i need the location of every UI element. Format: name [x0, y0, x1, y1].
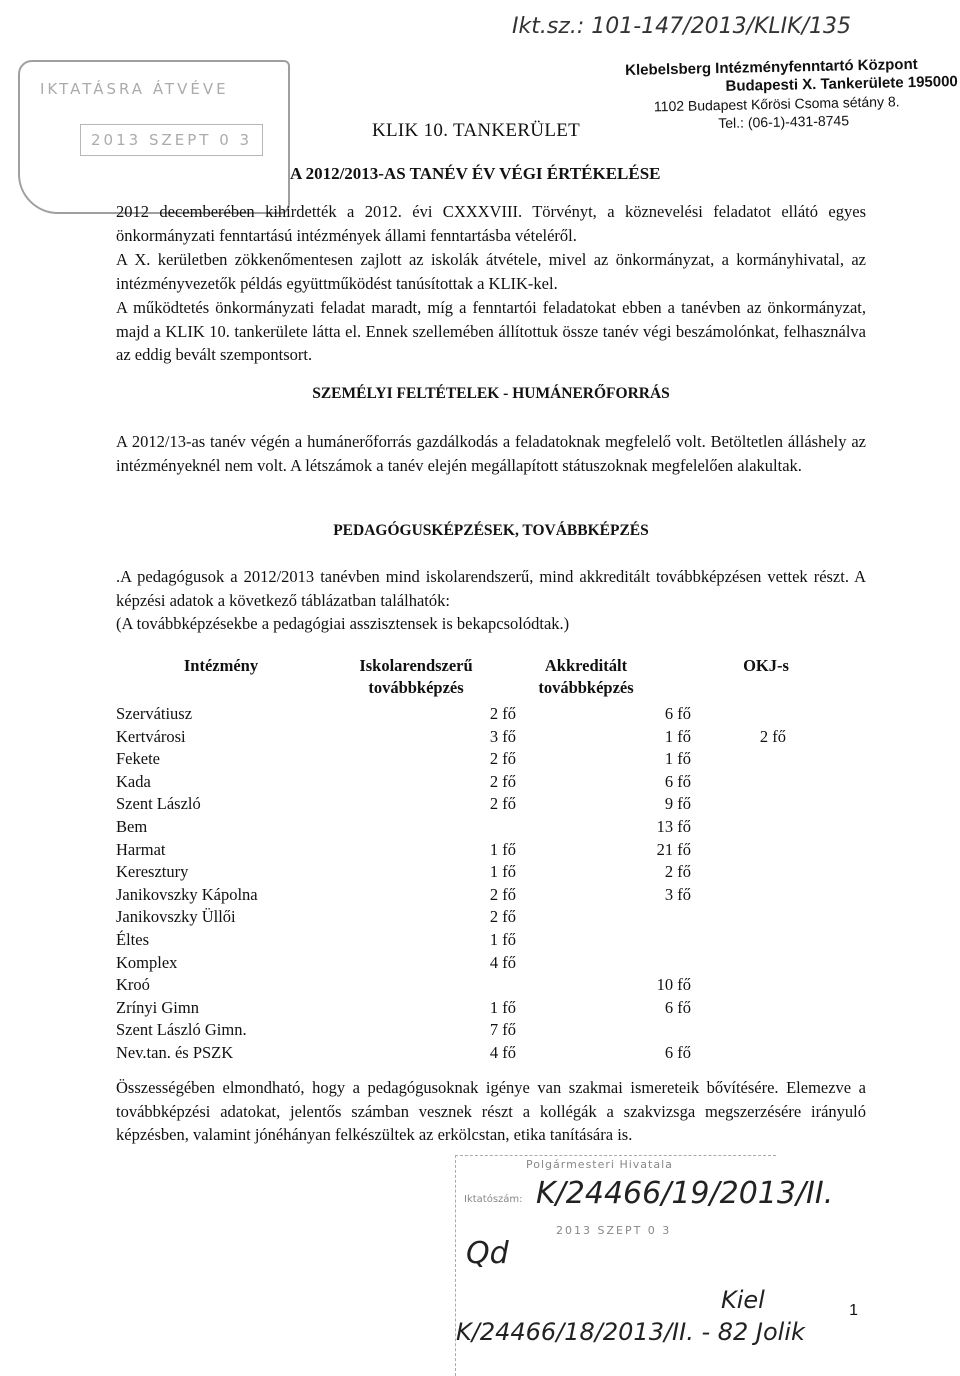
handwritten-reference: Ikt.sz.: 101-147/2013/KLIK/135: [512, 14, 851, 39]
header-okj: OKJ-s: [743, 656, 789, 675]
cell-school-system: 1 fő: [489, 929, 516, 949]
cell-institution: Szervátiusz: [116, 704, 193, 723]
org-name: Klebelsberg Intézményfenntartó Központ: [625, 55, 918, 79]
header-institution: Intézmény: [183, 656, 259, 675]
table-row: [116, 861, 876, 884]
cell-accredited: 2 fő: [664, 862, 691, 882]
stamp-reg-number: K/24466/19/2013/II.: [536, 1176, 834, 1211]
cell-accredited: 1 fő: [664, 749, 691, 769]
table-row: [116, 816, 876, 839]
table-row: [116, 952, 876, 975]
stamp-line-date: 2013 SZEPT 0 3: [80, 124, 263, 156]
cell-accredited: 21 fő: [656, 839, 691, 859]
cell-school-system: 4 fő: [489, 1042, 516, 1062]
cell-institution: Keresztury: [116, 862, 189, 882]
cell-school-system: 2 fő: [489, 884, 516, 904]
cell-school-system: 1 fő: [489, 839, 516, 859]
page-number: 1: [849, 1302, 858, 1319]
cell-accredited: 3 fő: [664, 884, 691, 904]
organization-block: [625, 55, 958, 134]
header-school-system: [326, 655, 506, 699]
cell-accredited: 6 fő: [664, 997, 691, 1017]
cell-school-system: 2 fő: [489, 749, 516, 769]
intro-paragraph-3: A működtetés önkormányzati feladat maradt, míg a fenntartói feladatokat ebben a tanévben az önkormányzat, majd a KLIK 10. tankerülete látta el. Ennek szellemében állítottuk össze tanév végi beszámolónkat, felhasználva az eddig bevált szempontsort.: [116, 298, 866, 364]
signature-1: Qd: [466, 1236, 509, 1271]
signature-2: Kiel: [721, 1286, 765, 1314]
table-row: [116, 884, 876, 907]
cell-school-system: 7 fő: [489, 1020, 516, 1040]
cell-school-system: 1 fő: [489, 997, 516, 1017]
table-row: [116, 929, 876, 952]
district-text: KLIK 10. TANKERÜLET: [372, 120, 581, 141]
stamp-reg-label: Iktatószám:: [464, 1194, 523, 1205]
intro-paragraph-2: A X. kerületben zökkenőmentesen zajlott az iskolák átvétele, mivel az önkormányzat, a kormányhivatal, az intézményvezetők példás együttműködést tanúsítottak a KLIK-kel.: [116, 250, 866, 293]
section2-paragraph-1: .A pedagógusok a 2012/2013 tanévben mind iskolarendszerű, mind akkreditált továbbképzésen vettek részt. A képzési adatok a következő táblázatban találhatók:: [116, 567, 866, 610]
stamp-office: Polgármesteri Hivatala: [526, 1158, 673, 1171]
stamp-line-received: IKTATÁSRA ÁTVÉVE: [40, 80, 229, 98]
cell-institution: Bem: [116, 816, 148, 836]
table-row: [116, 974, 876, 997]
cell-institution: Janikovszky Üllői: [116, 907, 236, 927]
cell-school-system: 2 fő: [489, 704, 516, 723]
cell-institution: Harmat: [116, 839, 166, 859]
table-row: [116, 997, 876, 1020]
cell-school-system: 1 fő: [489, 862, 516, 882]
table-row: [116, 726, 876, 749]
org-phone: Tel.: (06-1)-431-8745: [718, 112, 850, 132]
registry-stamp-topleft: [18, 60, 290, 214]
section1-paragraph: A 2012/13-as tanév végén a humánerőforrás gazdálkodás a feladatoknak megfelelő volt. Betöltetlen álláshely az intézményeknél nem volt. A létszámok a tanév elején megállapított státuszoknak megfelelően alakultak.: [116, 432, 866, 475]
org-address: 1102 Budapest Kőrösi Csoma sétány 8.: [653, 93, 900, 115]
table-row: [116, 771, 876, 794]
table-row: [116, 703, 876, 726]
table-row: [116, 748, 876, 771]
registry-stamp-bottom: [455, 1155, 834, 1376]
document-title: A 2012/2013-AS TANÉV ÉV VÉGI ÉRTÉKELÉSE: [290, 164, 661, 183]
intro-paragraph-1: 2012 decemberében kihirdették a 2012. évi CXXXVIII. Törvényt, a köznevelési feladatot ellátó egyes önkormányzati fenntartású intézmények állami fenntartásba vételéről.: [116, 202, 866, 245]
table-header: [116, 655, 876, 703]
org-sub: Budapesti X. Tankerülete 195000: [725, 73, 958, 95]
table-body: [116, 703, 876, 1065]
cell-institution: Nev.tan. és PSZK: [116, 1042, 234, 1062]
header-accredited: [516, 655, 656, 699]
conclusion-paragraph: Összességében elmondható, hogy a pedagógusoknak igénye van szakmai ismereteik bővítésére. Elemezve a továbbképzési adatokat, jelentős számban vesznek részt a kollégák a szakvizsga megszerzésére irányuló képzésben, valamint jónéhányan felkészültek az erkölcstan, etika tanítására is.: [116, 1078, 866, 1144]
stamp-date: 2013 SZEPT 0 3: [556, 1224, 672, 1237]
cell-institution: Kroó: [116, 975, 150, 995]
training-table: [116, 655, 876, 1065]
table-row: [116, 1042, 876, 1065]
cell-institution: Zrínyi Gimn: [116, 997, 199, 1017]
cell-accredited: 6 fő: [664, 704, 691, 723]
cell-institution: Janikovszky Kápolna: [116, 884, 258, 904]
cell-institution: Komplex: [116, 952, 178, 972]
cell-school-system: 2 fő: [489, 907, 516, 927]
cell-accredited: 1 fő: [664, 726, 691, 746]
cell-institution: Szent László Gimn.: [116, 1020, 247, 1040]
table-row: [116, 1019, 876, 1042]
stamp-reg-number-2: K/24466/18/2013/II. - 82 Jolik: [456, 1318, 805, 1346]
cell-accredited: 9 fő: [664, 794, 691, 814]
cell-accredited: 6 fő: [664, 1042, 691, 1062]
cell-institution: Szent László: [116, 794, 201, 814]
district-label: [372, 120, 580, 142]
cell-accredited: 13 fő: [656, 816, 691, 836]
cell-accredited: 6 fő: [664, 771, 691, 791]
section2-paragraph-2: (A továbbképzésekbe a pedagógiai asszisztensek is bekapcsolódtak.): [116, 614, 570, 633]
cell-institution: Kada: [116, 771, 151, 791]
cell-okj: 2 fő: [759, 726, 786, 746]
cell-school-system: 3 fő: [489, 726, 516, 746]
cell-school-system: 2 fő: [489, 771, 516, 791]
cell-institution: Kertvárosi: [116, 726, 186, 746]
header-accredited-line1: Akkreditált: [544, 656, 628, 675]
table-row: [116, 906, 876, 929]
header-school-system-line1: Iskolarendszerű: [359, 656, 473, 675]
section-title-training: PEDAGÓGUSKÉPZÉSEK, TOVÁBBKÉPZÉS: [333, 522, 649, 539]
cell-accredited: 10 fő: [656, 975, 691, 995]
header-accredited-line2: továbbképzés: [538, 678, 634, 697]
table-row: [116, 793, 876, 816]
cell-school-system: 2 fő: [489, 794, 516, 814]
cell-institution: Éltes: [116, 929, 149, 949]
header-school-system-line2: továbbképzés: [368, 678, 464, 697]
table-row: [116, 839, 876, 862]
cell-institution: Fekete: [116, 749, 160, 769]
cell-school-system: 4 fő: [489, 952, 516, 972]
section-title-humanresources: SZEMÉLYI FELTÉTELEK - HUMÁNERŐFORRÁS: [312, 385, 670, 402]
